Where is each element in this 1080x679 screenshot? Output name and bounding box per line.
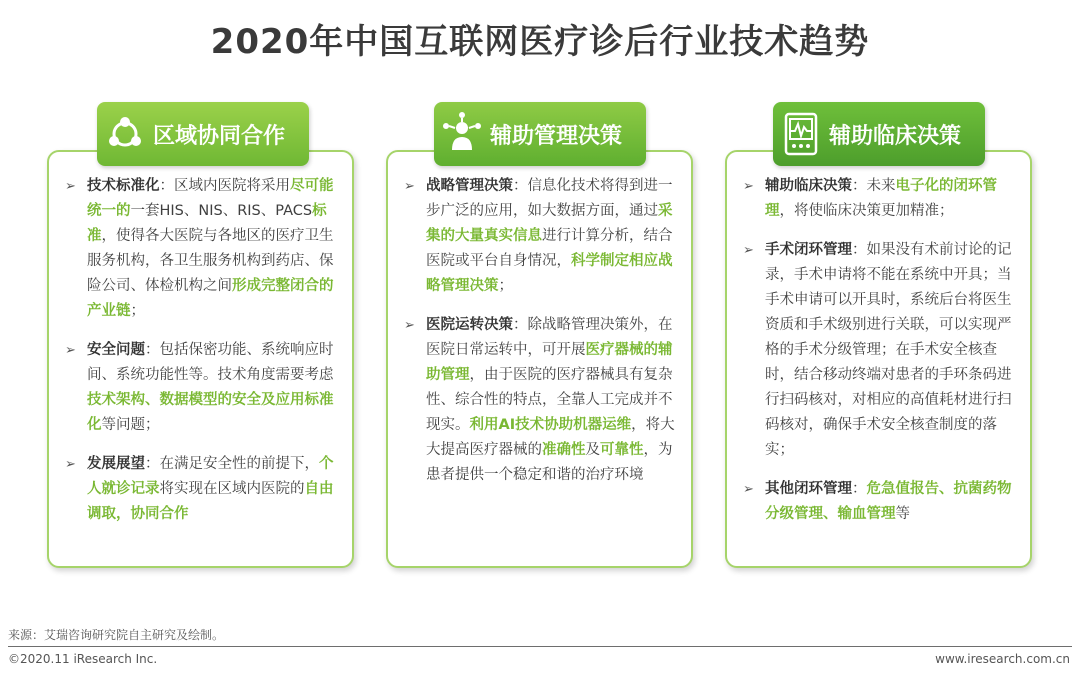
highlight-text: 可靠性	[600, 442, 644, 458]
list-item	[65, 174, 342, 324]
list-item	[743, 477, 1020, 527]
body-text: ：如果没有术前讨论的记录，手术申请将不能在系统中开具；当手术申请可以开具时，系统后台将医生资质和手术级别进行关联，可以实现严格的手术分级管理；在手术安全核查时，结合移动终端对患者的手环条码进行扫码核对，对相应的高值耗材进行扫码核对，确保手术安全核查制度的落实；	[765, 242, 1012, 458]
highlight-text: 危急值报告、抗菌药物分级管理、输血管理	[765, 481, 1012, 522]
body-text: ，使得各大医院与各地区的医疗卫生服务机构，各卫生服务机构到药店、保险公司、体检机构之间	[87, 228, 334, 294]
highlight-text: 采集的大量真实信息	[426, 203, 673, 244]
network-nodes-icon	[97, 102, 153, 166]
body-text: ：在满足安全性的前提下，	[145, 456, 319, 472]
body-text: 及	[585, 442, 600, 458]
card-title: 辅助管理决策	[490, 123, 623, 149]
list-item	[65, 452, 342, 527]
card-clinical-decision	[725, 150, 1032, 568]
card-title: 辅助临床决策	[829, 123, 962, 149]
item-label: 安全问题	[87, 342, 145, 358]
body-text: ，将使临床决策更加精准；	[779, 203, 954, 219]
body-text: 将实现在区域内医院的	[159, 481, 305, 497]
body-text: ；	[130, 303, 145, 319]
highlight-text: 电子化的闭环管理	[765, 178, 997, 219]
card-header-regional-collaboration	[97, 102, 309, 166]
body-text: 等问题；	[101, 417, 160, 433]
body-text: ，为患者提供一个稳定和谐的治疗环境	[426, 442, 673, 483]
source-note: 来源：艾瑞咨询研究院自主研究及绘制。	[8, 628, 225, 642]
item-label: 辅助临床决策	[765, 178, 852, 194]
list-item	[743, 238, 1020, 463]
body-text: 等	[895, 506, 910, 522]
highlight-text: 准确性	[542, 442, 586, 458]
card-management-decision	[386, 150, 693, 568]
body-text: ：信息化技术将得到进一步广泛的应用，如大数据方面，通过	[426, 178, 673, 219]
website-link[interactable]: www.iresearch.com.cn	[935, 652, 1070, 666]
highlight-text: 利用AI技术协助机器运维	[469, 417, 632, 433]
highlight-text: 形成完整闭合的产业链	[87, 278, 334, 319]
body-text: 一套HIS、NIS、RIS、PACS	[130, 203, 313, 219]
manager-network-icon	[434, 102, 490, 166]
highlight-text: 尽可能统一的	[87, 178, 334, 219]
list-item	[65, 338, 342, 438]
arrow-bullet-icon: ➢	[65, 343, 76, 358]
arrow-bullet-icon: ➢	[65, 179, 76, 194]
body-text: ：	[852, 481, 867, 497]
card-items	[65, 174, 342, 541]
item-label: 技术标准化	[87, 178, 160, 194]
item-label: 其他闭环管理	[765, 481, 852, 497]
footer-divider	[8, 646, 1072, 647]
body-text: ：包括保密功能、系统响应时间、系统功能性等。技术角度需要考虑	[87, 342, 334, 383]
body-text: ，将大大提高医疗器械的	[426, 417, 675, 458]
arrow-bullet-icon: ➢	[743, 243, 754, 258]
card-title: 区域协同合作	[153, 123, 286, 149]
arrow-bullet-icon: ➢	[65, 457, 76, 472]
body-text: ，由于医院的医疗器械具有复杂性、综合性的特点，全靠人工完成并不现实。	[426, 367, 673, 433]
highlight-text: 标准	[87, 203, 327, 244]
highlight-text: 科学制定相应战略管理决策	[426, 253, 673, 294]
arrow-bullet-icon: ➢	[404, 179, 415, 194]
arrow-bullet-icon: ➢	[404, 318, 415, 333]
item-label: 发展展望	[87, 456, 145, 472]
item-label: 手术闭环管理	[765, 242, 852, 258]
body-text: ；	[498, 278, 513, 294]
highlight-text: 医疗器械的辅助管理	[426, 342, 673, 383]
item-label: 医院运转决策	[426, 317, 513, 333]
list-item	[404, 174, 681, 299]
highlight-text: 个人就诊记录	[87, 456, 334, 497]
body-text: 进行计算分析，结合医院或平台自身情况，	[426, 228, 673, 269]
list-item	[743, 174, 1020, 224]
card-regional-collaboration	[47, 150, 354, 568]
arrow-bullet-icon: ➢	[743, 482, 754, 497]
arrow-bullet-icon: ➢	[743, 179, 754, 194]
copyright: ©2020.11 iResearch Inc.	[8, 652, 158, 666]
body-text: ：除战略管理决策外，在医院日常运转中，可开展	[426, 317, 673, 358]
body-text: ：区域内医院将采用	[159, 178, 290, 194]
item-label: 战略管理决策	[426, 178, 513, 194]
body-text: ：未来	[852, 178, 896, 194]
highlight-text: 自由调取，协同合作	[87, 481, 334, 522]
card-header-management-decision	[434, 102, 646, 166]
monitor-device-icon	[773, 102, 829, 166]
card-items	[743, 174, 1020, 541]
card-items	[404, 174, 681, 502]
page-title: 2020年中国互联网医疗诊后行业技术趋势	[210, 22, 870, 62]
card-header-clinical-decision	[773, 102, 985, 166]
highlight-text: 技术架构、数据模型的安全及应用标准化	[87, 392, 334, 433]
list-item	[404, 313, 681, 488]
